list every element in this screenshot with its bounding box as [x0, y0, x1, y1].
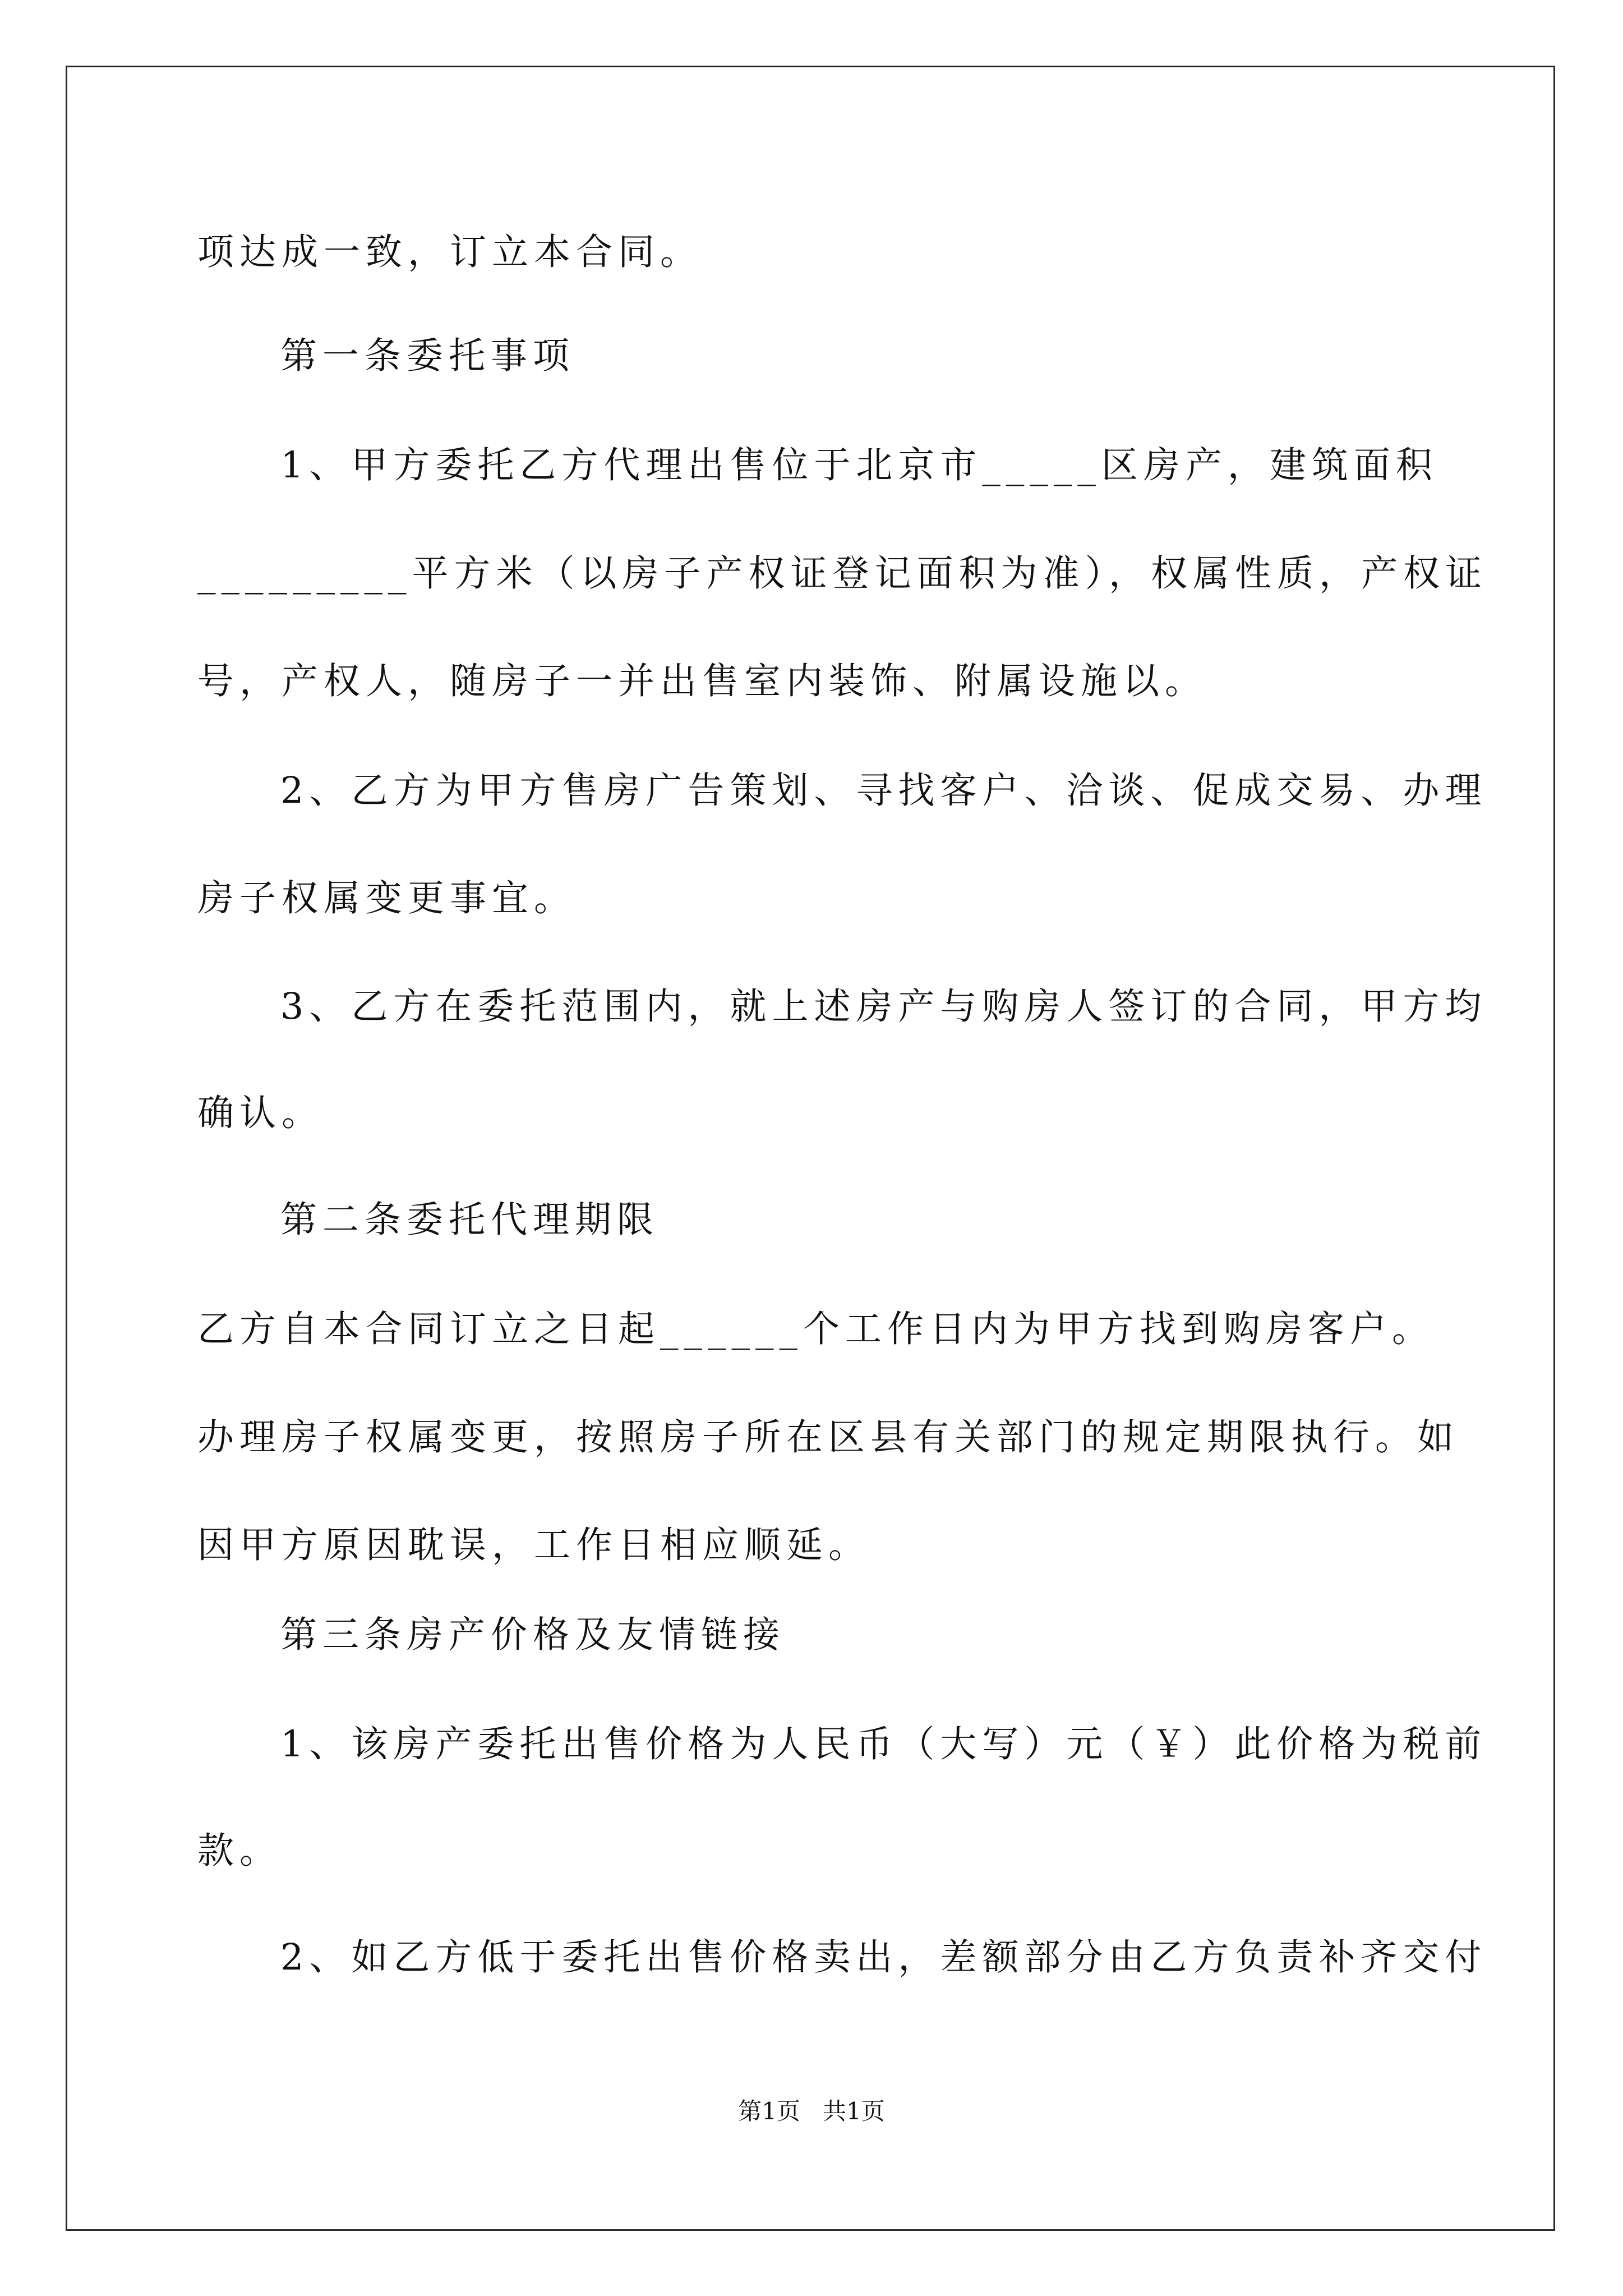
text-line: 乙方自本合同订立之日起______个工作日内为甲方找到购房客户。 — [197, 1308, 1435, 1350]
text-line: 房子权属变更事宜。 — [197, 877, 577, 919]
section-heading: 第三条房产价格及友情链接 — [280, 1614, 786, 1656]
section-heading: 第二条委托代理期限 — [280, 1199, 660, 1241]
text-line: 因甲方原因耽误，工作日相应顺延。 — [197, 1524, 871, 1566]
section-heading: 第一条委托事项 — [280, 335, 575, 377]
page-number-footer: 第1页 共1页 — [738, 2097, 885, 2125]
text-line: 2、如乙方低于委托出售价格卖出，差额部分由乙方负责补齐交付 — [280, 1936, 1487, 1978]
text-line: _________平方米（以房子产权证登记面积为准），权属性质，产权证 — [197, 553, 1488, 595]
text-line: 2、乙方为甲方售房广告策划、寻找客户、洽谈、促成交易、办理 — [280, 770, 1487, 812]
text-line: 款。 — [197, 1830, 282, 1872]
page-border — [66, 66, 1555, 2231]
text-line: 号，产权人，随房子一并出售室内装饰、附属设施以。 — [197, 660, 1207, 702]
text-line: 1、甲方委托乙方代理出售位于北京市_____区房产，建筑面积 — [280, 444, 1438, 486]
text-line: 1、该房产委托出售价格为人民币（大写）元（￥）此价格为税前 — [280, 1723, 1487, 1765]
text-line: 办理房子权属变更，按照房子所在区县有关部门的规定期限执行。如 — [197, 1416, 1460, 1458]
text-line: 项达成一致，订立本合同。 — [197, 231, 703, 273]
text-line: 确认。 — [197, 1092, 324, 1134]
text-line: 3、乙方在委托范围内，就上述房产与购房人签订的合同，甲方均 — [280, 986, 1487, 1028]
